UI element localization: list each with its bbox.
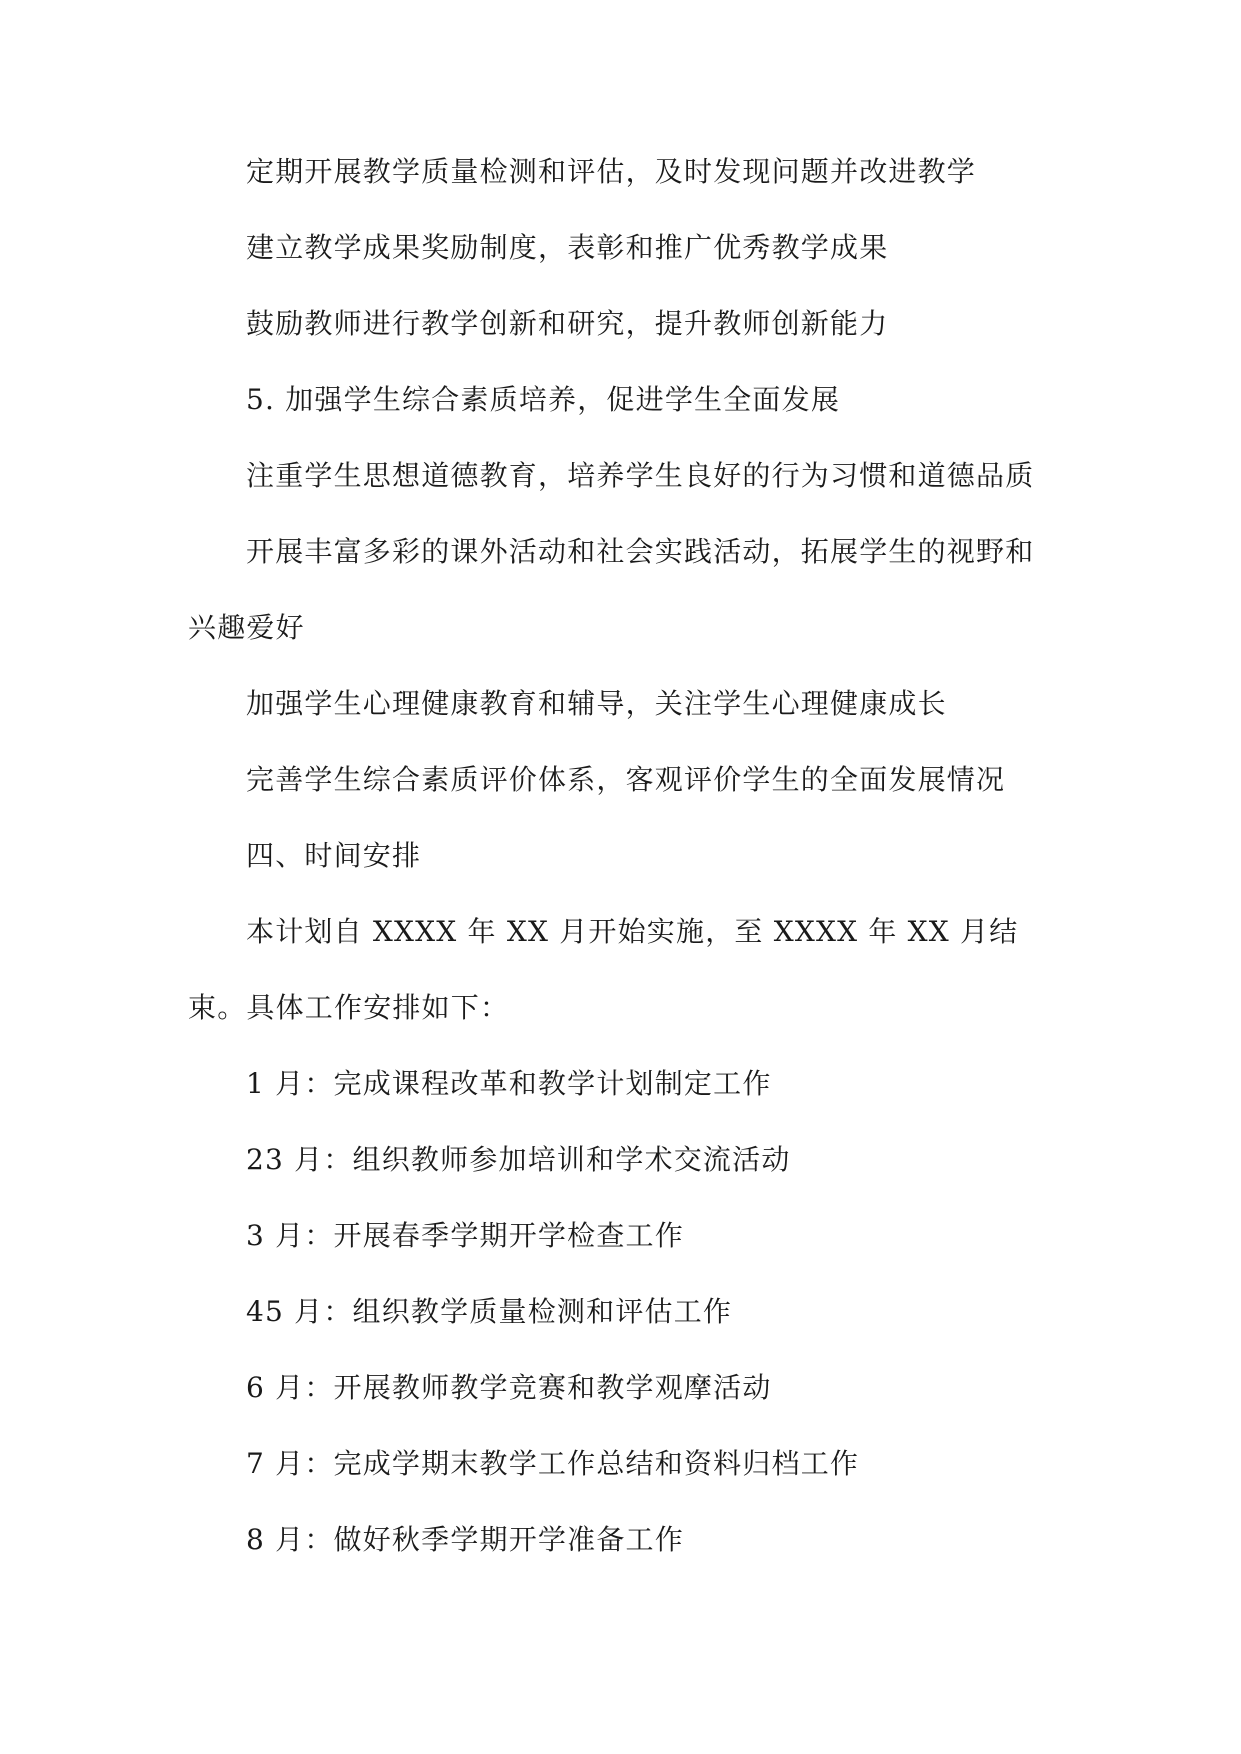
schedule-item-month-8: 8 月：做好秋季学期开学准备工作 — [246, 1523, 684, 1556]
section-heading-5: 5. 加强学生综合素质培养，促进学生全面发展 — [246, 383, 841, 416]
section-heading-schedule: 四、时间安排 — [246, 839, 422, 872]
schedule-item-month-1: 1 月：完成课程改革和教学计划制定工作 — [246, 1067, 772, 1100]
paragraph-teacher-innovation: 鼓励教师进行教学创新和研究，提升教师创新能力 — [246, 307, 889, 340]
document-body — [188, 134, 1058, 1578]
schedule-item-month-6: 6 月：开展教师教学竞赛和教学观摩活动 — [246, 1371, 772, 1404]
schedule-item-month-7: 7 月：完成学期末教学工作总结和资料归档工作 — [246, 1447, 860, 1480]
paragraph-plan-period: 本计划自 XXXX 年 XX 月开始实施，至 XXXX 年 XX 月结束。具体工作安排如下： — [188, 915, 1019, 1024]
schedule-item-month-45: 45 月：组织教学质量检测和评估工作 — [246, 1295, 733, 1328]
paragraph-mental-health: 加强学生心理健康教育和辅导，关注学生心理健康成长 — [246, 687, 947, 720]
paragraph-extracurricular: 开展丰富多彩的课外活动和社会实践活动，拓展学生的视野和兴趣爱好 — [188, 535, 1035, 644]
paragraph-reward-system: 建立教学成果奖励制度，表彰和推广优秀教学成果 — [246, 231, 889, 264]
paragraph-quality-assessment: 定期开展教学质量检测和评估，及时发现问题并改进教学 — [246, 155, 977, 188]
schedule-item-month-3: 3 月：开展春季学期开学检查工作 — [246, 1219, 684, 1252]
schedule-item-month-23: 23 月：组织教师参加培训和学术交流活动 — [246, 1143, 791, 1176]
paragraph-moral-education: 注重学生思想道德教育，培养学生良好的行为习惯和道德品质 — [246, 459, 1035, 492]
paragraph-evaluation-system: 完善学生综合素质评价体系，客观评价学生的全面发展情况 — [246, 763, 1006, 796]
